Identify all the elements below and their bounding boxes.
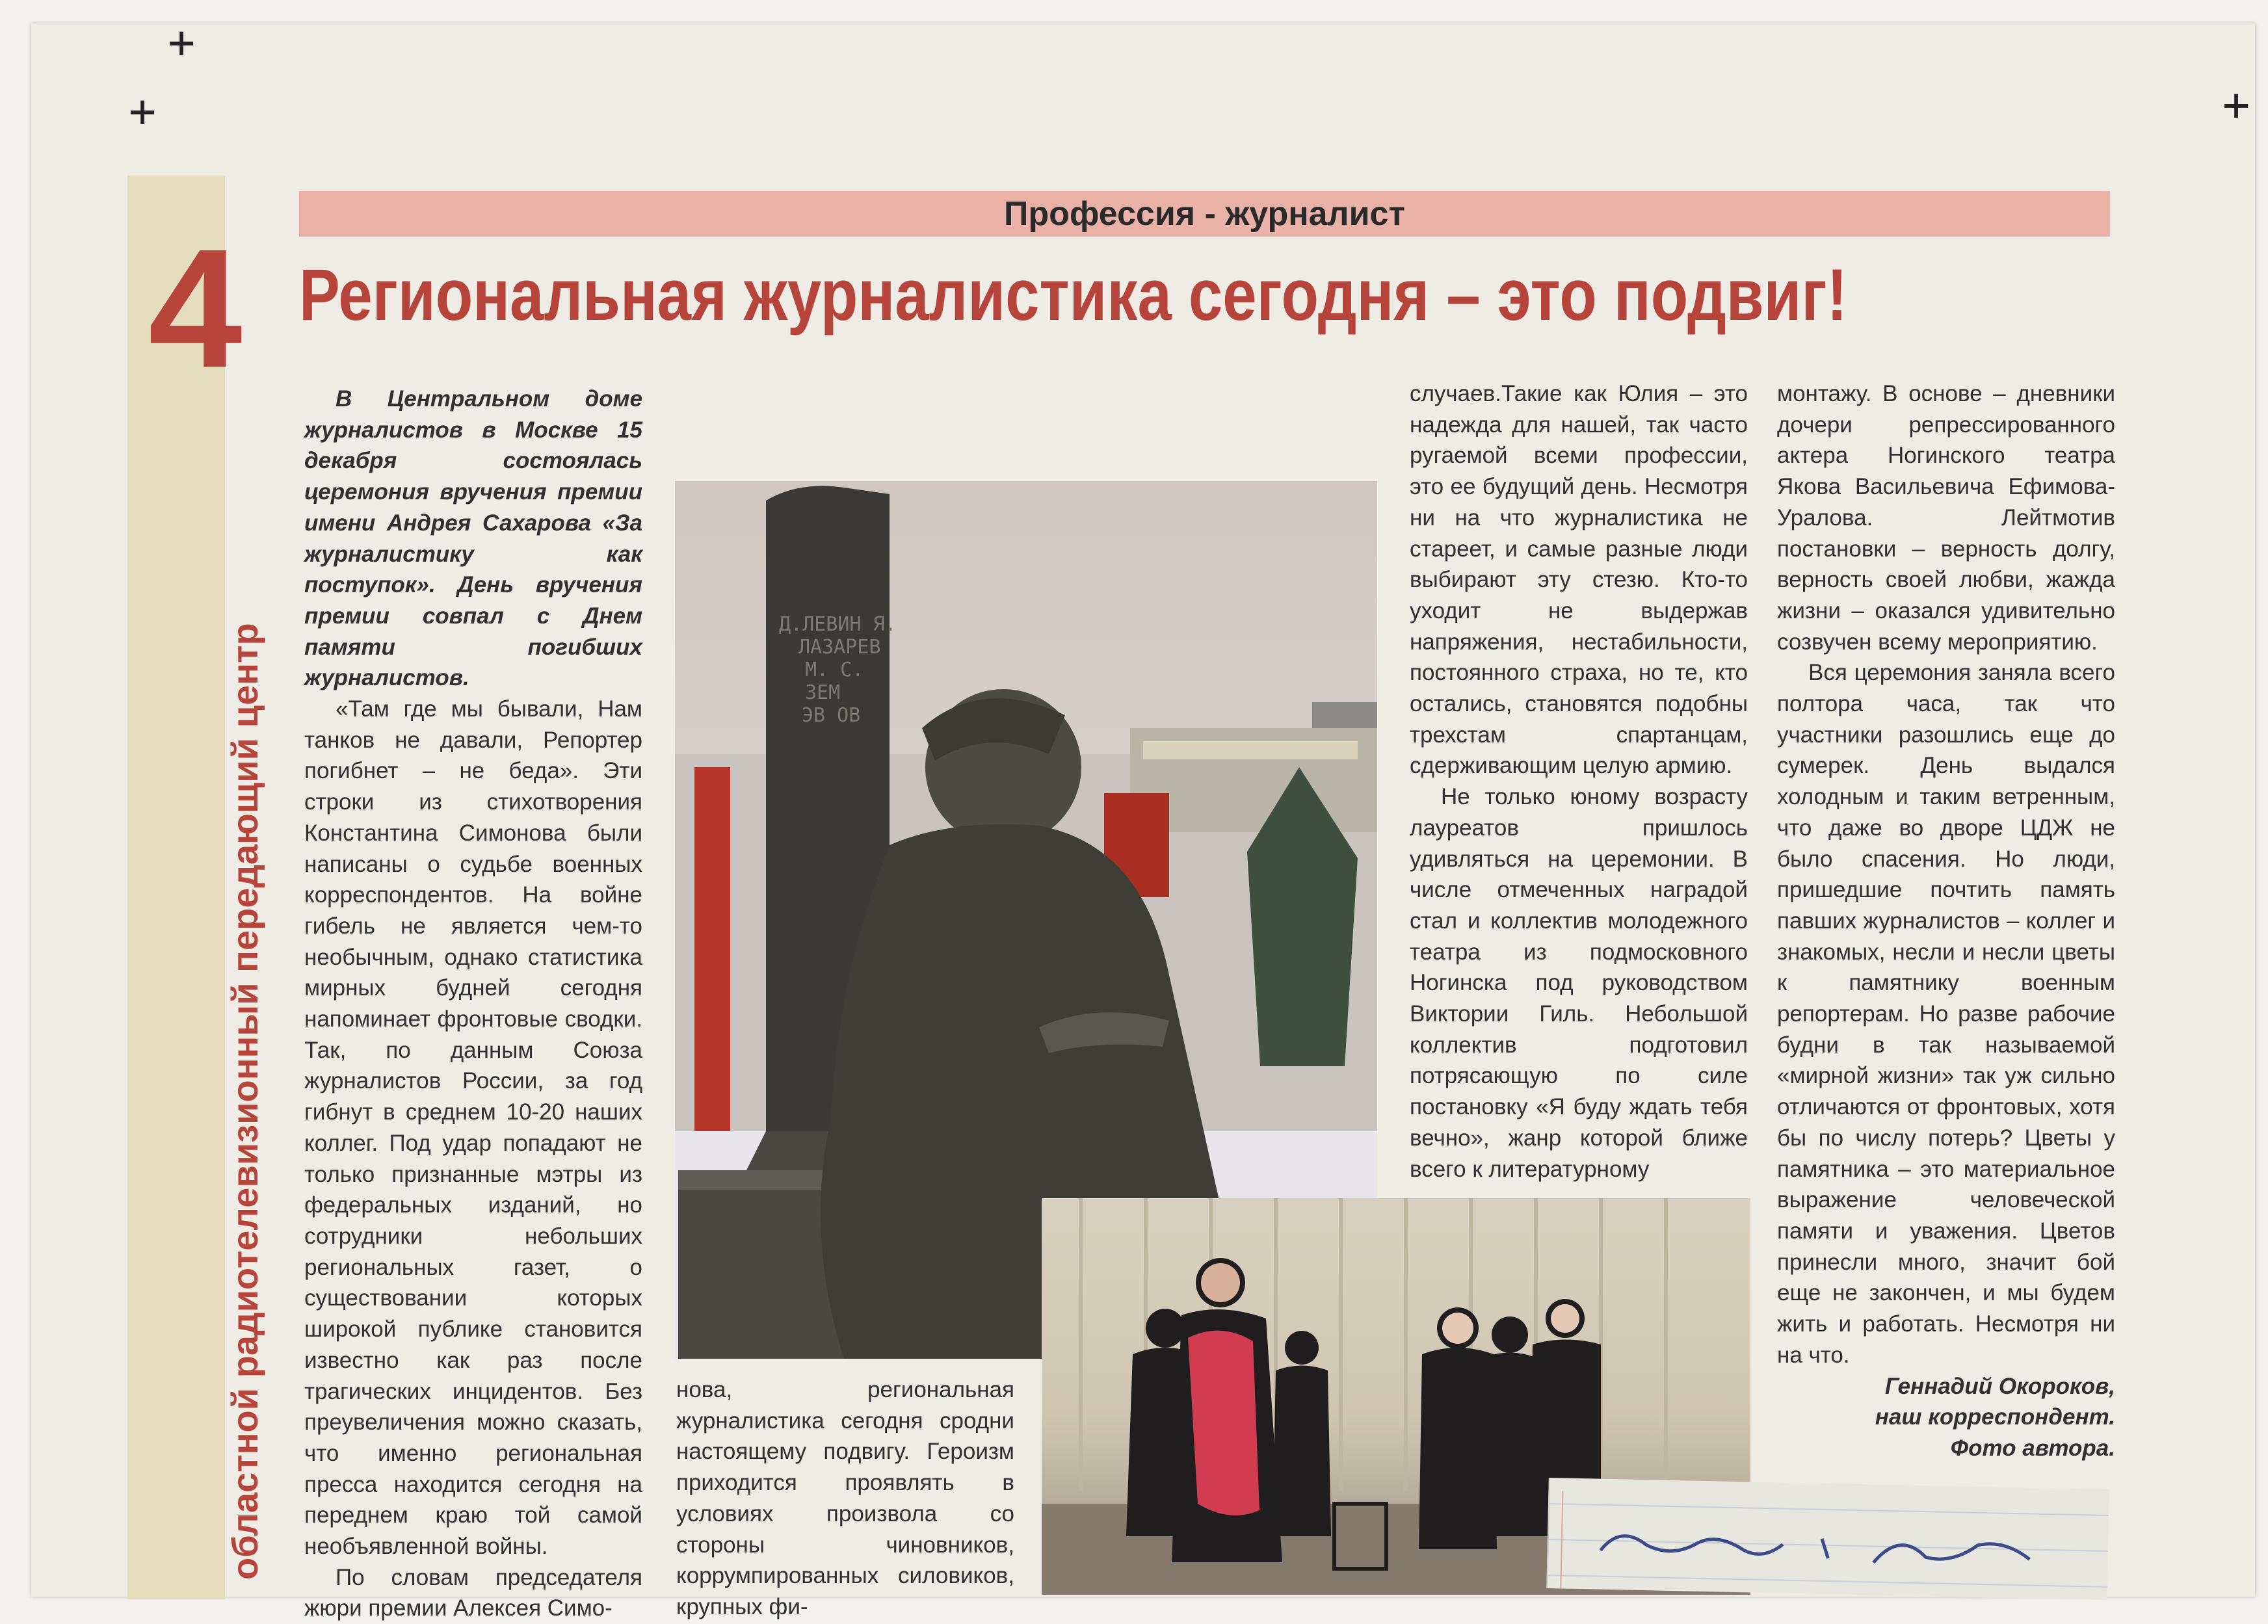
article-column-4: [1777, 378, 2115, 1464]
svg-text:М. С.: М. С.: [805, 659, 864, 681]
article-paragraph: нова, региональная журналистика сегодня сродни настоящему подвигу. Героизм приходится проявлять в условиях произвола со стороны чиновников, коррумпированных силовиков, крупных фи-: [676, 1377, 1014, 1619]
page-number: 4: [148, 215, 239, 403]
article-paragraph: По словам председателя жюри премии Алексея Симо-: [304, 1564, 642, 1621]
article-paragraph: Не только юному возрасту лауреатов пришлось удивляться на церемонии. В числе отмеченных наградой стал и коллектив молодежного театра из подмосковного Ногинска под руководством Виктории Гиль. Небольшой коллектив подготовил потрясающую по силе постановку «Я буду ждать тебя вечно», жанр которой ближе всего к литературному: [1410, 784, 1748, 1182]
crop-mark-top-left: +: [168, 23, 196, 69]
section-rubric: Профессия - журналист: [299, 191, 2110, 237]
side-banner-text: областной радиотелевизионный передающий центр: [224, 623, 265, 1580]
crop-mark-left: +: [129, 85, 157, 138]
article-headline: Региональная журналистика сегодня – это подвиг!: [299, 254, 1847, 335]
author-signature: Геннадий Окороков, наш корреспондент. Фото автора.: [1875, 1373, 2115, 1461]
svg-text:ЭВ ОВ: ЭВ ОВ: [802, 704, 861, 727]
svg-text:ЛАЗАРЕВ: ЛАЗАРЕВ: [798, 636, 881, 659]
article-column-2: [676, 1374, 1014, 1623]
article-paragraph: Вся церемония заняла всего полтора часа, так что участники разошлись еще до сумерек. День выдался холодным и таким ветренным, что даже во дворе ЦДЖ не было спасения. Но люди, пришедшие почтить память павших журналистов – коллег и знакомых, несли и несли цветы к памятнику военным репортерам. Но разве рабочие будни в так называемой «мирной жизни» так уж сильно отличаются от фронтовых, хотя бы по числу потерь? Цветы у памятника – это материальное выражение человеческой памяти и уважения. Цветов принесли много, значит бой еще не закончен, и мы будем жить и работать. Несмотря ни на что.: [1777, 660, 2115, 1368]
svg-text:Д.ЛЕВИН Я.: Д.ЛЕВИН Я.: [779, 613, 897, 636]
handwritten-note: [1546, 1478, 2109, 1600]
article-paragraph: «Там где мы бывали, Нам танков не давали, Репортер погибнет – не беда». Эти строки из стихотворения Константина Симонова были написаны о судьбе военных корреспондентов. На войне гибель не является чем-то необычным, однако статистика мирных будней сегодня напоминает фронтовые сводки. Так, по данным Союза журналистов России, за год гибнут в среднем 10-20 наших коллег. Под удар попадают не только признанные мэтры из федеральных изданий, но сотрудники небольших региональных газет, о существовании которых широкой публике становится известно как раз после трагических инцидентов. Без преувеличения можно сказать, что именно региональная пресса находится сегодня на переднем краю той самой необъявленной войны.: [304, 696, 642, 1560]
handwritten-note-lines: [1548, 1478, 2109, 1600]
article-column-1: [304, 384, 642, 1624]
article-paragraph: монтажу. В основе – дневники дочери репрессированного актера Ногинского театра Якова Васильевича Ефимова-Уралова. Лейтмотив постановки – верность долгу, верность своей любви, жажда жизни – оказался удивительно созвучен всему мероприятию.: [1777, 381, 2115, 655]
article-paragraph: случаев.Такие как Юлия – это надежда для нашей, так часто ругаемой всеми профессии, это ее будущий день. Несмотря ни на что журналистика не стареет, и самые разные люди выбирают эту стезю. Кто-то уходит не выдержав напряжения, нестабильности, постоянного страха, но те, кто остались, становятся подобны трехстам спартанцам, сдерживающим целую армию.: [1410, 381, 1748, 779]
svg-text:ЗЕМ: ЗЕМ: [805, 681, 841, 704]
article-lead: В Центральном доме журналистов в Москве 15 декабря состоялась церемония вручения премии имени Андрея Сахарова «За журналистику как поступок». День вручения премии совпал с Днем памяти погибших журналистов.: [304, 386, 642, 691]
crop-mark-right: +: [2222, 78, 2250, 131]
article-column-3: [1410, 378, 1748, 1185]
